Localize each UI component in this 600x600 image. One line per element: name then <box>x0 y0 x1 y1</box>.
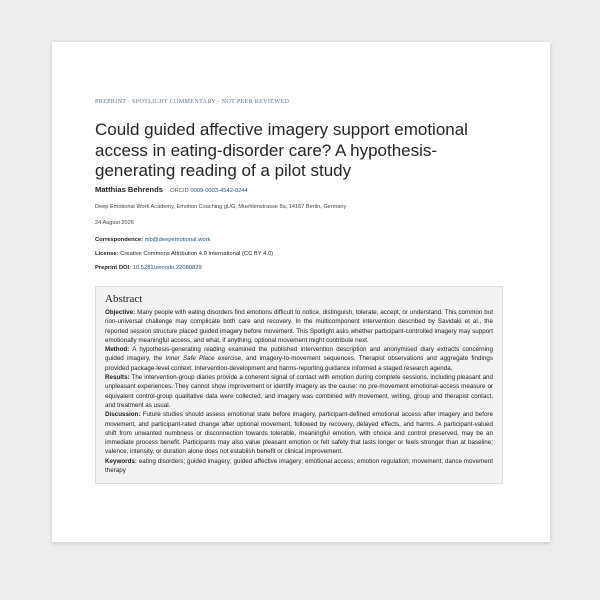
abstract-discussion <box>105 410 493 456</box>
publication-date: 24 August 2026 <box>95 220 134 226</box>
discussion-text: Future studies should assess emotional state before imagery, participant-defined emotional access after imagery and before movement, and participant-rated change after optional movement, followed by recovery, delayed effects, and harms. A participant-valued shift from unwanted numbness or disconnection towards tolerable, meaningful emotion, with choice and control preserved, may be an immediate process benefit. Participants may also value pleasant emotion or felt safety that lasts longer or feels stronger than at baseline; valence, intensity, or duration alone does not establish benefit or clinical improvement. <box>105 411 493 456</box>
correspondence-label: Correspondence: <box>95 237 143 243</box>
correspondence-line <box>95 237 210 243</box>
orcid-id <box>170 188 248 194</box>
doi-link[interactable]: 10.5281/zenodo.22080829 <box>132 265 202 271</box>
doi-label: Preprint DOI: <box>95 265 132 271</box>
abstract-objective <box>105 308 493 345</box>
author-line <box>95 185 248 194</box>
results-text: The intervention-group diaries provide a coherent signal of contact with emotion during complete sessions, including pleasant and unpleasant experiences. They cannot show improvement or identify imagery as the cause: no pre-movement emotional-access measure or equivalent control-group qualitative data were collected, and imagery was combined with movement, writing, group and therapist contact, and treatment as usual. <box>105 374 494 409</box>
method-text-b: exercise, and imagery-to-movement sequences. Therapist observations and aggregate findings provided package-level context. Intervention-development and harms-reporting guidance informed a staged research agenda. <box>105 355 493 372</box>
author-name: Matthias Behrends <box>95 185 163 194</box>
results-label: Results: <box>105 374 130 382</box>
license-label: License: <box>95 251 119 257</box>
abstract-box <box>95 286 503 484</box>
orcid-label: ORCID <box>170 188 189 194</box>
affiliation: Deep Emotional Work Academy, Emotion Coaching gUG, Muehlenstrasse 8a, 14167 Berlin, Germany <box>95 204 347 210</box>
orcid-link[interactable]: 0009-0003-4542-0244 <box>190 188 248 194</box>
abstract-keywords <box>105 457 493 476</box>
method-text-a: A hypothesis-generating reading examined the published intervention description and anonymised diary extracts concerning guided imagery, the <box>105 346 493 363</box>
objective-label: Objective: <box>105 309 136 316</box>
paper-title: Could guided affective imagery support emotional access in eating-disorder care? A hypothesis-generating reading of a pilot study <box>95 120 468 180</box>
doi-line <box>95 265 202 271</box>
keywords-text: eating disorders; guided imagery; guided affective imagery; emotional access; emotion regulation; movement; dance movement therapy <box>105 457 493 475</box>
method-label: Method: <box>105 346 130 354</box>
license-text: Creative Commons Attribution 4.0 International (CC BY 4.0) <box>120 251 274 257</box>
correspondence-email-link[interactable]: mb@deepemotional.work <box>144 237 211 243</box>
method-italic-term: Inner Safe Place <box>165 355 215 363</box>
abstract-heading: Abstract <box>105 293 143 305</box>
keywords-label: Keywords: <box>105 457 137 465</box>
license-line <box>95 251 273 257</box>
abstract-method <box>105 345 493 373</box>
discussion-label: Discussion: <box>105 411 141 419</box>
abstract-results <box>105 373 493 410</box>
objective-text: Many people with eating disorders find emotions difficult to notice, distinguish, tolerate, accept, or understand. This common but non-universal challenge may complicate both care and recovery. In the multicomponent intervention described by Savidaki et al., the reported session structure placed guided imagery before movement. This Spotlight asks whether participant-controlled imagery may support emotionally meaningful access, and what, if anything, optional movement might contribute next. <box>105 309 493 344</box>
paper-page <box>52 42 550 542</box>
article-type-tagline: PREPRINT · SPOTLIGHT COMMENTARY · NOT PEER REVIEWED <box>95 98 290 105</box>
